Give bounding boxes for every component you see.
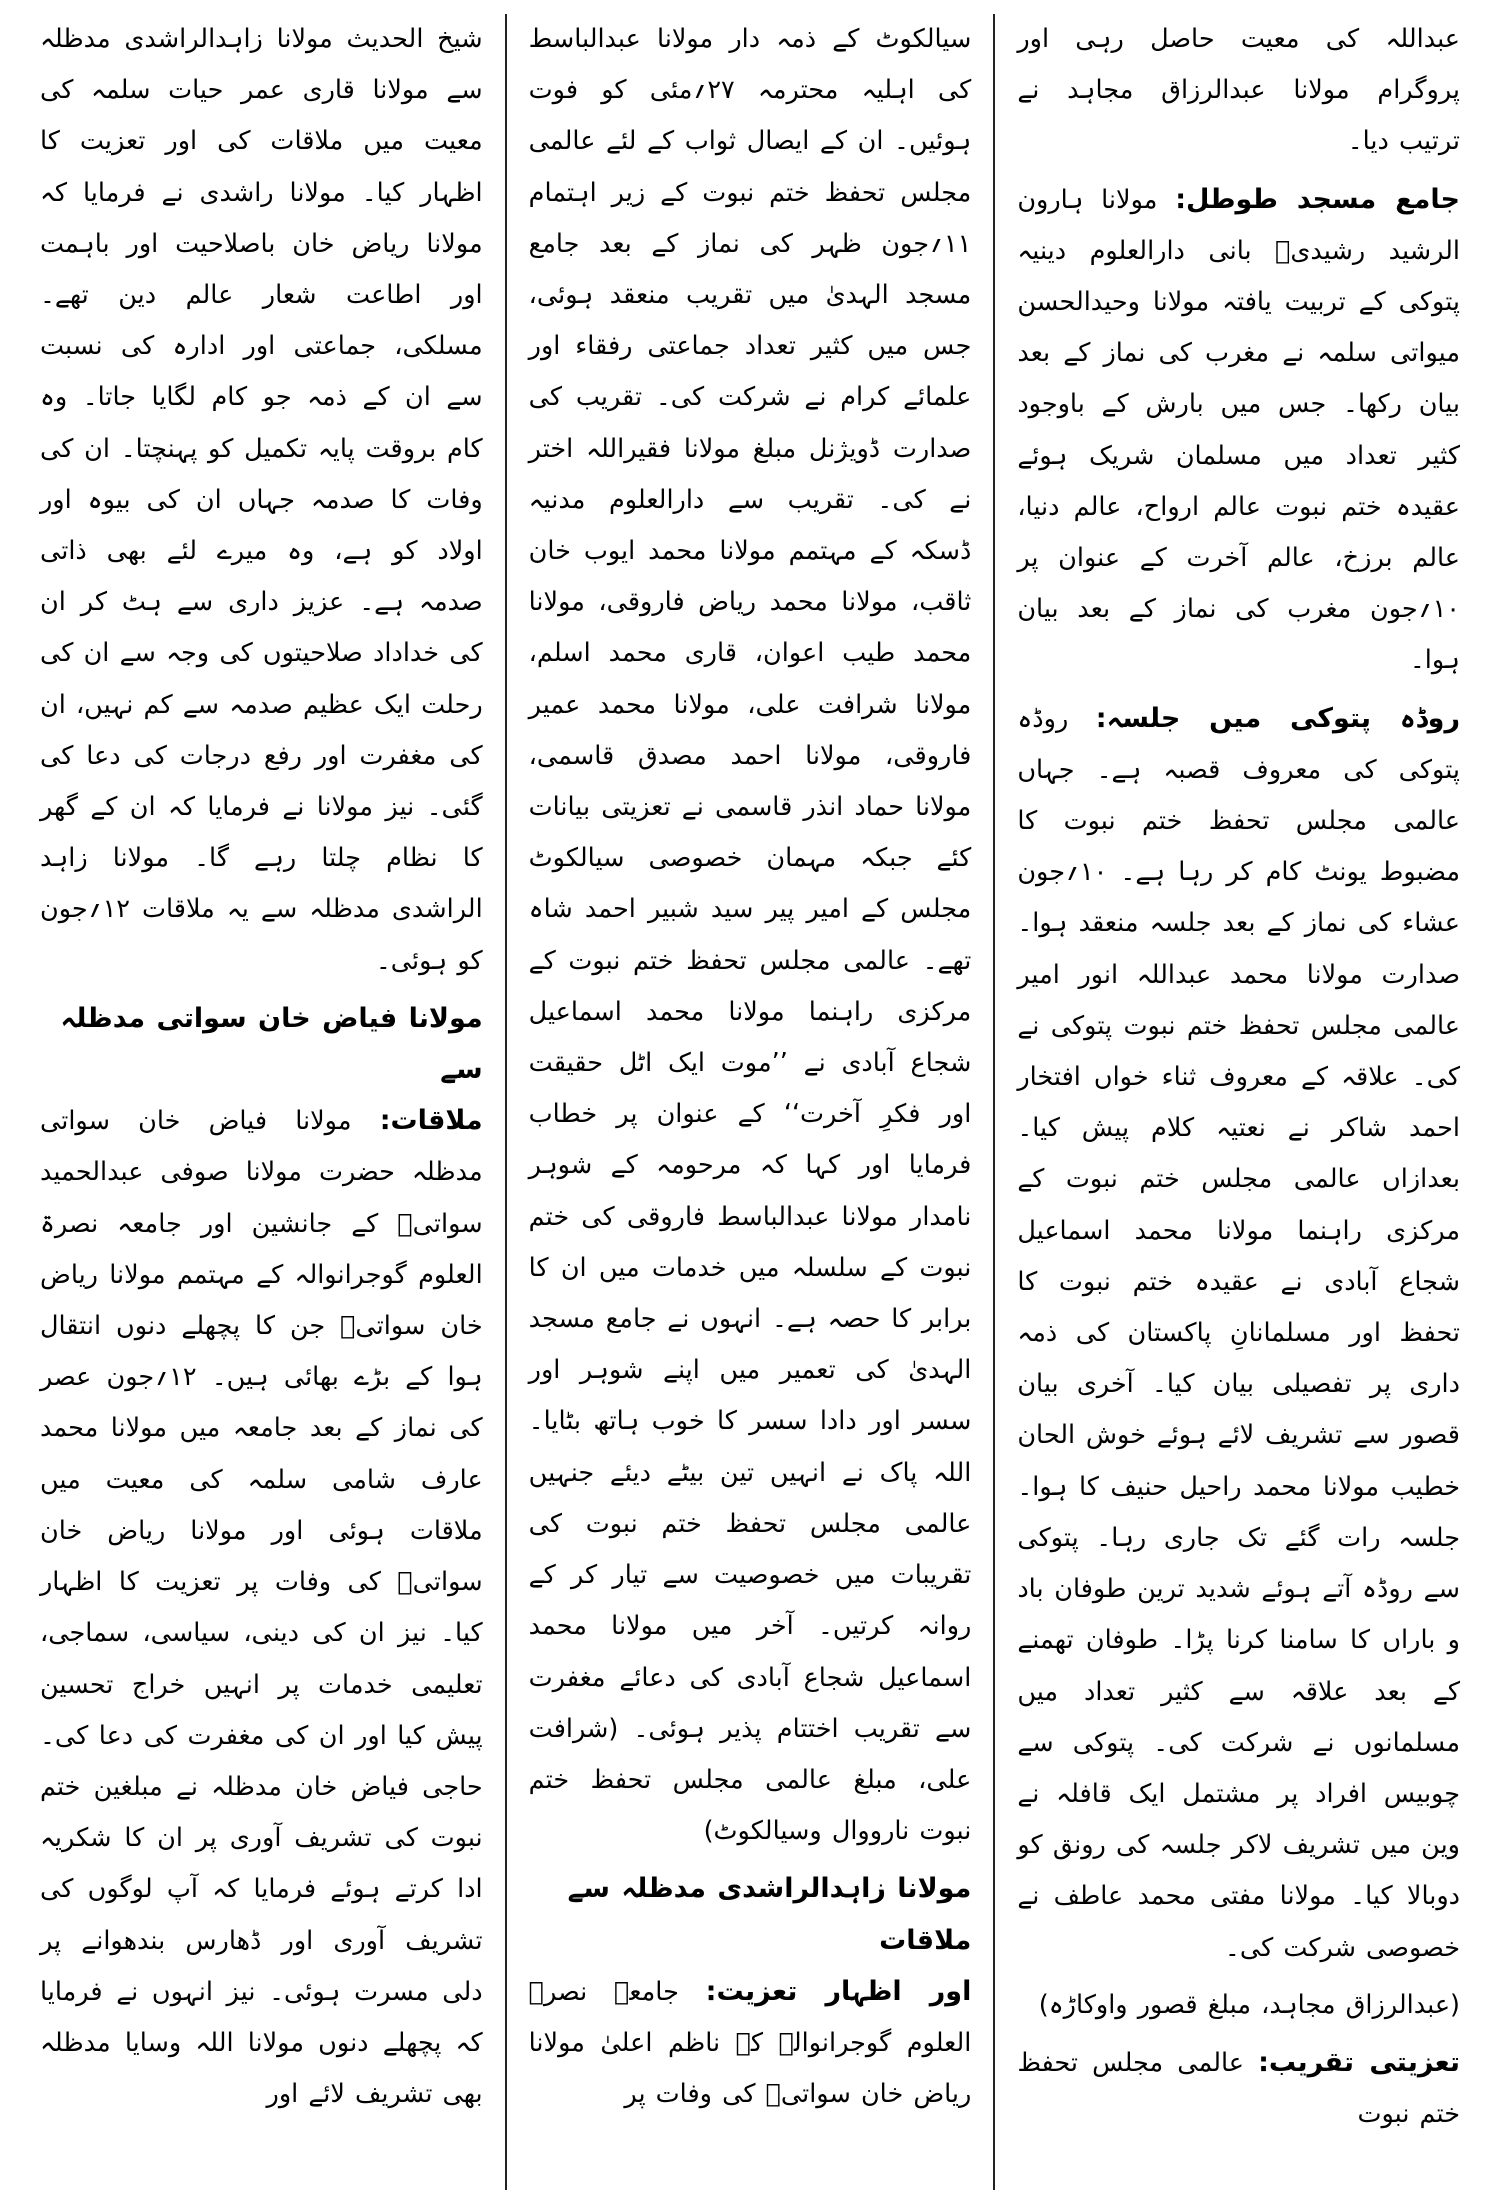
paragraph-text: عبداللہ کی معیت حاصل رہی اور پروگرام مولانا عبدالرزاق مجاہد نے ترتیب دیا۔ bbox=[1017, 24, 1460, 157]
section-heading-text: مولانا زاہدالراشدی مدظلہ سے ملاقات bbox=[567, 1873, 972, 1956]
column-right bbox=[995, 14, 1482, 2190]
section-heading bbox=[40, 993, 483, 1095]
section-heading bbox=[529, 1863, 972, 1965]
paragraph-text: جامعہ نصرۃ العلوم گوجرانوالہ کے ناظم اعلیٰ مولانا ریاض خان سواتیؒ کی وفات پر bbox=[528, 1976, 972, 2110]
paragraph-text: سیالکوٹ کے ذمہ دار مولانا عبدالباسط کی اہلیہ محترمہ ۲۷؍مئی کو فوت ہوئیں۔ ان کے ایصال ثواب کے لئے عالمی مجلس تحفظ ختم نبوت کے زیر اہتمام ۱۱؍جون ظہر کی نماز کے بعد جامع مسجد الہدیٰ میں تقریب منعقد ہوئی، جس میں کثیر تعداد جماعتی رفقاء اور علمائے کرام نے شرکت کی۔ تقریب کی صدارت ڈویژنل مبلغ مولانا فقیراللہ اختر نے کی۔ تقریب سے دارالعلوم مدنیہ ڈسکہ کے مہتمم مولانا محمد ایوب خان ثاقب، مولانا محمد ریاض فاروقی، مولانا محمد طیب اعوان، قاری محمد اسلم، مولانا شرافت علی، مولانا محمد عمیر فاروقی، مولانا احمد مصدق قاسمی، مولانا حماد انذر قاسمی نے تعزیتی بیانات کئے جبکہ مہمان خصوصی سیالکوٹ مجلس کے امیر پیر سید شبیر احمد شاہ تھے۔ عالمی مجلس تحفظ ختم نبوت کے مرکزی راہنما مولانا محمد اسماعیل شجاع آبادی نے ’’موت ایک اٹل حقیقت اور فکرِ آخرت‘‘ کے عنوان پر خطاب فرمایا اور کہا کہ مرحومہ کے شوہر نامدار مولانا عبدالباسط فاروقی کی ختم نبوت کے سلسلہ میں خدمات میں ان کا برابر کا حصہ ہے۔ انہوں نے جامع مسجد الہدیٰ کی تعمیر میں اپنے شوہر اور سسر اور دادا سسر کا خوب ہاتھ بٹایا۔ اللہ پاک نے انہیں تین بیٹے دیئے جنہیں عالمی مجلس تحفظ ختم نبوت کی تقریبات میں خصوصیت سے تیار کر کے روانہ کرتیں۔ آخر میں مولانا محمد اسماعیل شجاع آبادی کی دعائے مغفرت سے تقریب اختتام پذیر ہوئی۔ (شرافت علی، مبلغ عالمی مجلس تحفظ ختم نبوت نارووال وسیالکوٹ) bbox=[528, 24, 972, 1847]
paragraph bbox=[1017, 14, 1460, 168]
paragraph bbox=[1017, 2037, 1460, 2140]
column-left bbox=[18, 14, 507, 2190]
paragraph bbox=[40, 1095, 483, 2120]
paragraph-text: مولانا ہارون الرشید رشیدیؒ بانی دارالعلوم دینیہ پتوکی کے تربیت یافتہ مولانا وحیدالحسن میواتی سلمہ نے مغرب کی نماز کے بعد بیان رکھا۔ جس میں بارش کے باوجود کثیر تعداد میں مسلمان شریک ہوئے عقیدہ ختم نبوت عالم ارواح، عالم دنیا، عالم برزخ، عالم آخرت کے عنوان پر ۱۰؍جون مغرب کی نماز کے بعد بیان ہوا۔ bbox=[1017, 184, 1460, 676]
paragraph bbox=[40, 14, 483, 987]
paragraph bbox=[1017, 174, 1460, 687]
paragraph-text: شیخ الحدیث مولانا زاہدالراشدی مدظلہ سے مولانا قاری عمر حیات سلمہ کی معیت میں ملاقات کی اور تعزیت کا اظہار کیا۔ مولانا راشدی نے فرمایا کہ مولانا ریاض خان باصلاحیت اور باہمت اور اطاعت شعار عالم دین تھے۔ مسلکی، جماعتی اور ادارہ کی نسبت سے ان کے ذمہ جو کام لگایا جاتا۔ وہ کام بروقت پایہ تکمیل کو پہنچتا۔ ان کی وفات کا صدمہ جہاں ان کی بیوہ اور اولاد کو ہے، وہ میرے لئے بھی ذاتی صدمہ ہے۔ عزیز داری سے ہٹ کر ان کی خداداد صلاحیتوں کی وجہ سے ان کی رحلت ایک عظیم صدمہ سے کم نہیں، ان کی مغفرت اور رفع درجات کی دعا کی گئی۔ نیز مولانا نے فرمایا کہ ان کے گھر کا نظام چلتا رہے گا۔ مولانا زاہد الراشدی مدظلہ سے یہ ملاقات ۱۲؍جون کو ہوئی۔ bbox=[39, 24, 483, 976]
credit-text: (عبدالرزاق مجاہد، مبلغ قصور واوکاڑہ) bbox=[1038, 1989, 1460, 2020]
paragraph-text: مولانا فیاض خان سواتی مدظلہ حضرت مولانا صوفی عبدالحمید سواتیؒ کے جانشین اور جامعہ نصرۃ العلوم گوجرانوالہ کے مہتمم مولانا ریاض خان سواتیؒ جن کا پچھلے دنوں انتقال ہوا کے بڑے بھائی ہیں۔ ۱۲؍جون عصر کی نماز کے بعد جامعہ میں مولانا محمد عارف شامی سلمہ کی معیت میں ملاقات ہوئی اور مولانا ریاض خان سواتیؒ کی وفات پر تعزیت کا اظہار کیا۔ نیز ان کی دینی، سیاسی، سماجی، تعلیمی خدمات پر انہیں خراج تحسین پیش کیا اور ان کی مغفرت کی دعا کی۔ حاجی فیاض خان مدظلہ نے مبلغین ختم نبوت کی تشریف آوری پر ان کا شکریہ ادا کرتے ہوئے فرمایا کہ آپ لوگوں کی تشریف آوری اور ڈھارس بندھوانے پر دلی مسرت ہوئی۔ نیز انہوں نے فرمایا کہ پچھلے دنوں مولانا اللہ وسایا مدظلہ بھی تشریف لائے اور bbox=[39, 1106, 483, 2110]
section-heading-text: مولانا فیاض خان سواتی مدظلہ سے bbox=[60, 1002, 483, 1086]
paragraph bbox=[1017, 693, 1460, 1974]
subheading: اور اظہار تعزیت: bbox=[705, 1975, 972, 2007]
paragraph-text: روڈہ پتوکی کی معروف قصبہ ہے۔ جہاں عالمی مجلس تحفظ ختم نبوت کا مضبوط یونٹ کام کر رہا ہے۔ ۱۰؍جون عشاء کی نماز کے بعد جلسہ منعقد ہوا۔ صدارت مولانا محمد عبداللہ انور امیر عالمی مجلس تحفظ ختم نبوت پتوکی نے کی۔ علاقہ کے معروف ثناء خواں افتخار احمد شاکر نے نعتیہ کلام پیش کیا۔ بعدازاں عالمی مجلس ختم نبوت کے مرکزی راہنما مولانا محمد اسماعیل شجاع آبادی نے عقیدہ ختم نبوت کا تحفظ اور مسلمانانِ پاکستان کی ذمہ داری پر تفصیلی بیان کیا۔ آخری بیان قصور سے تشریف لائے ہوئے خوش الحان خطیب مولانا محمد راحیل حنیف کا ہوا۔ جلسہ رات گئے تک جاری رہا۔ پتوکی سے روڈہ آتے ہوئے شدید ترین طوفان باد و باراں کا سامنا کرنا پڑا۔ طوفان تھمنے کے بعد علاقہ سے کثیر تعداد میں مسلمانوں نے شرکت کی۔ پتوکی سے چوبیس افراد پر مشتمل ایک قافلہ نے وین میں تشریف لاکر جلسہ کی رونق کو دوبالا کیا۔ مولانا مفتی محمد عاطف نے خصوصی شرکت کی۔ bbox=[1017, 703, 1460, 1963]
reporter-credit bbox=[1017, 1980, 1460, 2031]
column-middle bbox=[507, 14, 996, 2190]
paragraph bbox=[529, 1966, 972, 2121]
paragraph bbox=[529, 14, 972, 1857]
paragraph-text: عالمی مجلس تحفظ ختم نبوت bbox=[1017, 2047, 1460, 2130]
subheading: تعزیتی تقریب: bbox=[1258, 2046, 1461, 2078]
subheading: ملاقات: bbox=[379, 1105, 483, 1137]
subheading: جامع مسجد طوطل: bbox=[1175, 183, 1460, 215]
subheading: روڈہ پتوکی میں جلسہ: bbox=[1095, 702, 1460, 734]
